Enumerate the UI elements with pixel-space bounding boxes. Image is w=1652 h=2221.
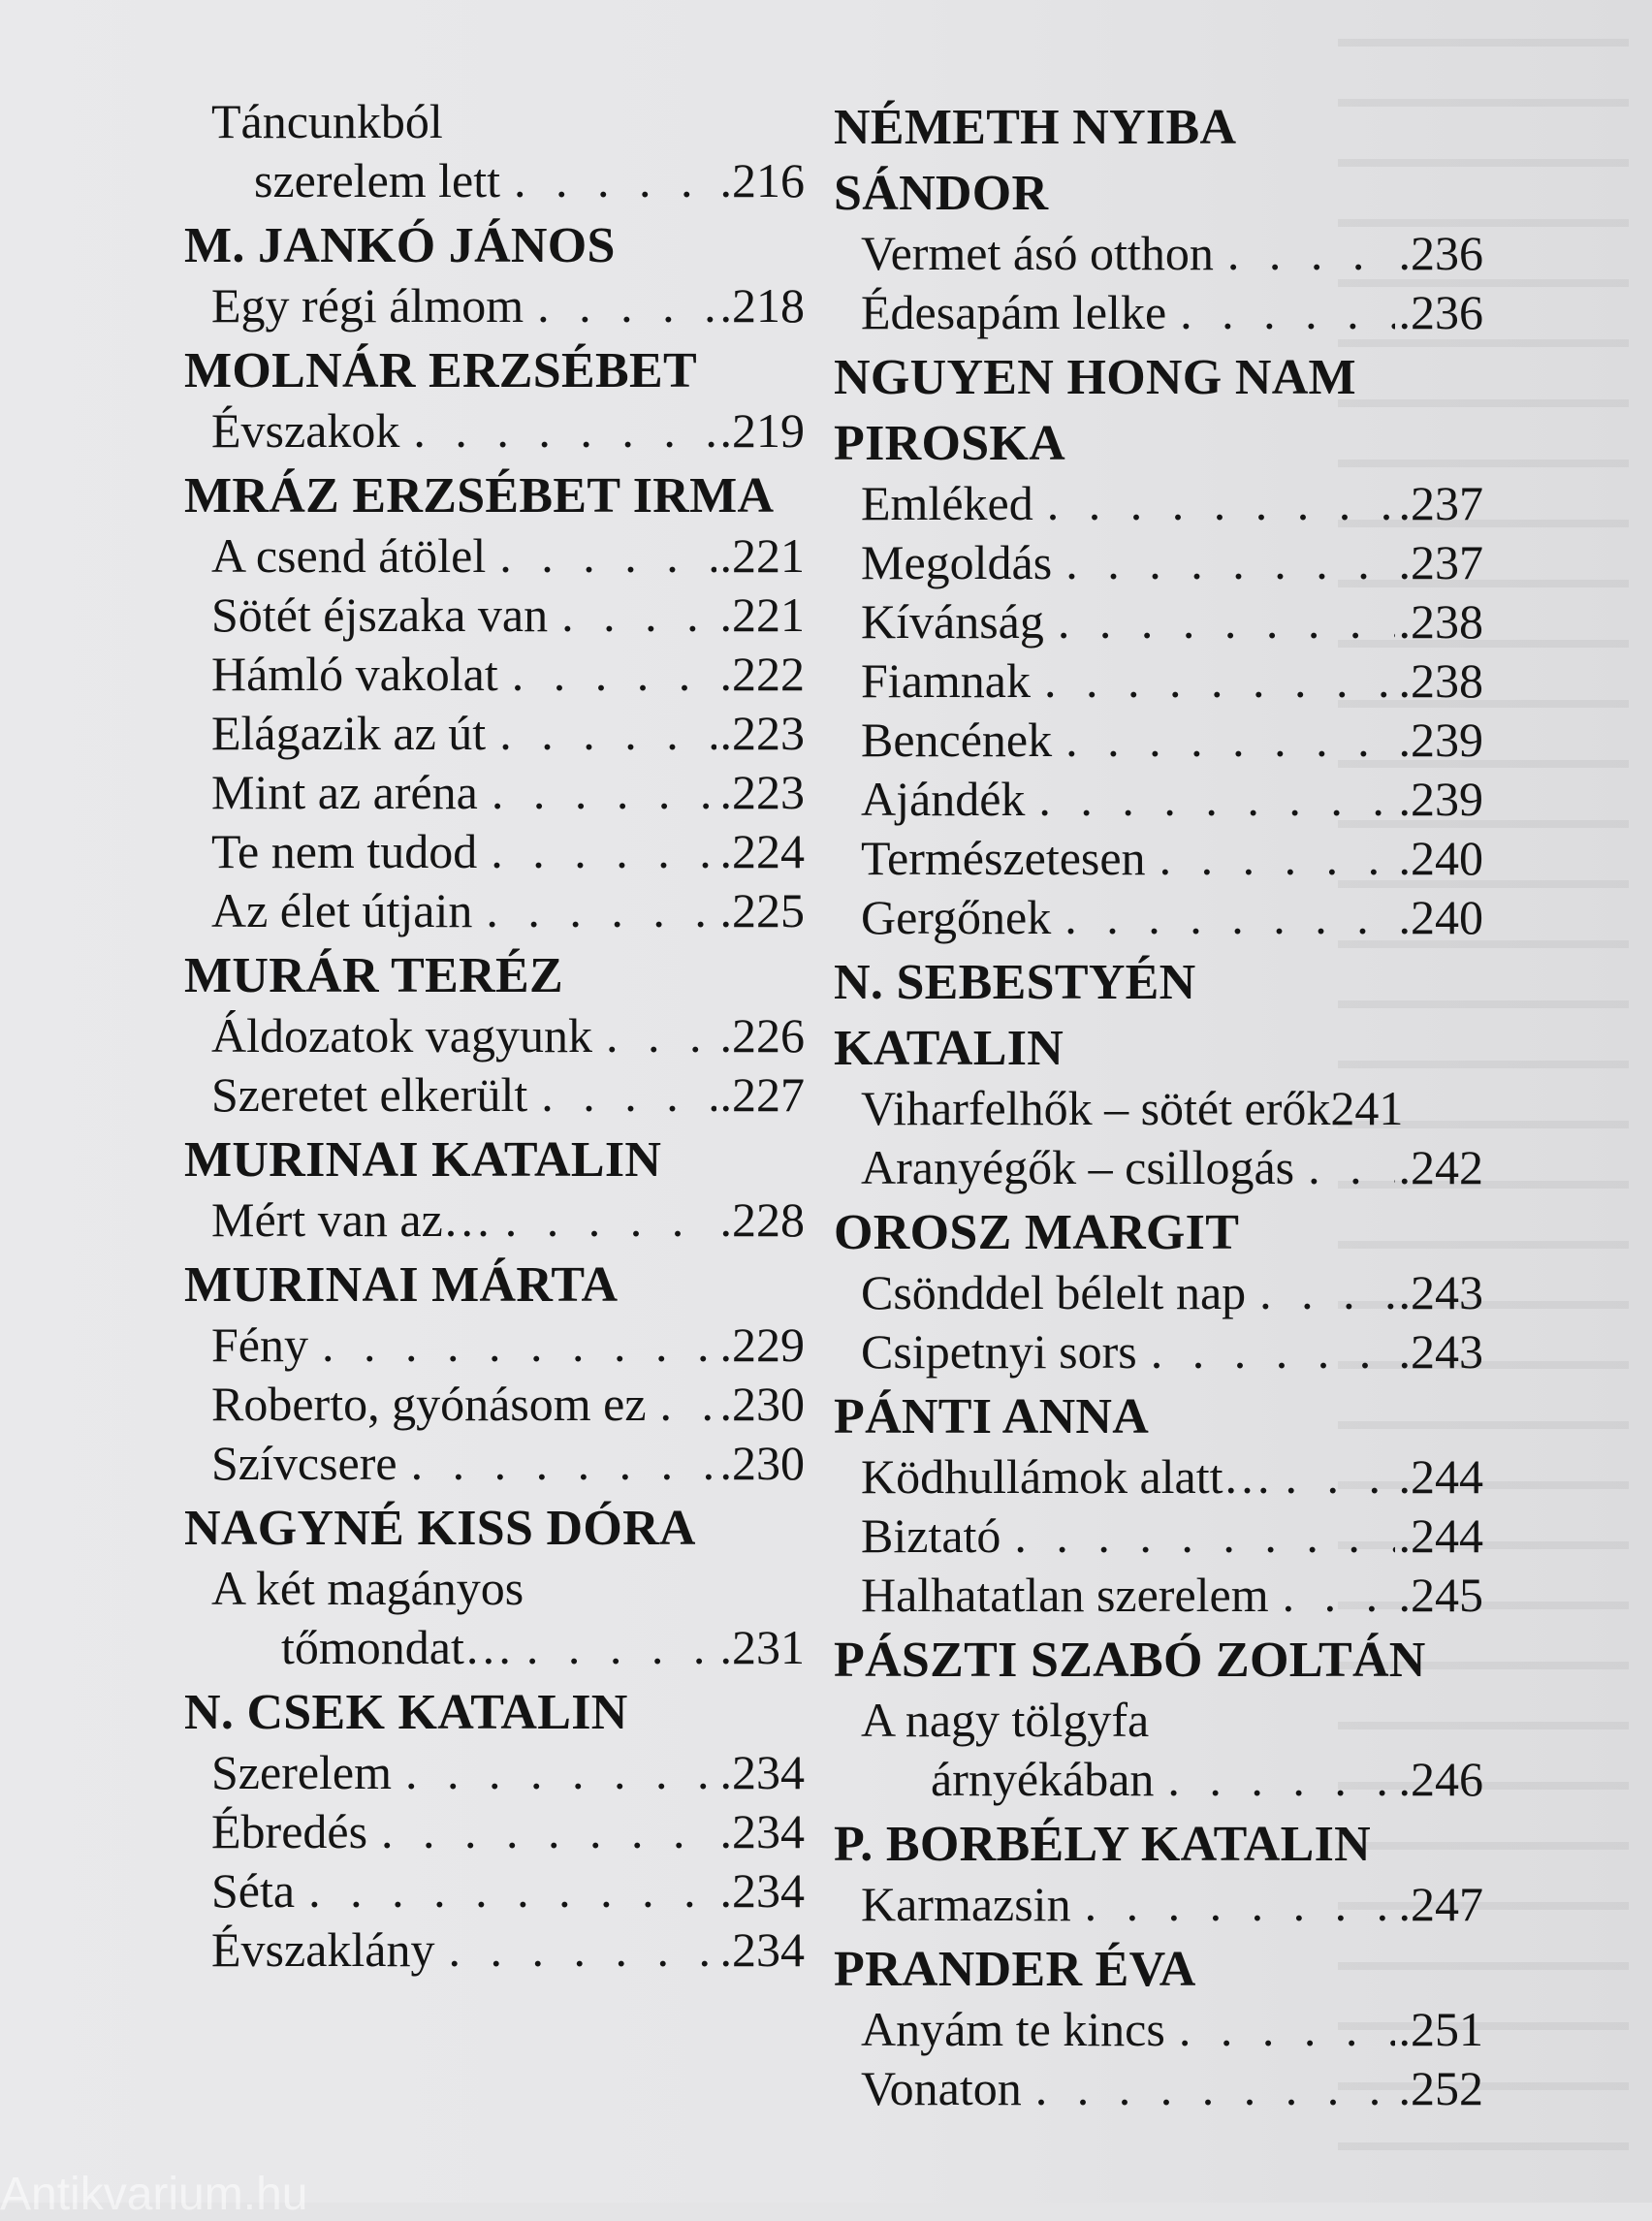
page-number: .234 bbox=[719, 1745, 805, 1799]
entry-title: Karmazsin bbox=[861, 1877, 1071, 1931]
entry-title: árnyékában bbox=[931, 1752, 1155, 1806]
page-number: .238 bbox=[1398, 653, 1483, 708]
toc-entry bbox=[184, 704, 805, 763]
entry-title: Séta bbox=[211, 1863, 296, 1918]
page-number: .239 bbox=[1398, 772, 1483, 826]
entry-title: Elágazik az út bbox=[211, 706, 487, 760]
dot-leader bbox=[561, 586, 715, 645]
entry-title: Vermet ásó otthon bbox=[861, 226, 1214, 280]
page-number: .221 bbox=[719, 587, 805, 642]
page-number: .216 bbox=[719, 153, 805, 207]
dot-leader bbox=[1064, 888, 1394, 947]
toc-entry bbox=[834, 1322, 1483, 1381]
toc-entry bbox=[834, 2059, 1483, 2118]
author-heading: PÁNTI ANNA bbox=[834, 1389, 1150, 1444]
author-heading: NÉMETH NYIBA bbox=[834, 100, 1237, 155]
entry-title: Természetesen bbox=[861, 831, 1146, 885]
page-number: .231 bbox=[719, 1620, 805, 1674]
toc-entry bbox=[834, 474, 1483, 533]
dot-leader bbox=[1283, 1566, 1395, 1625]
page-number: .230 bbox=[719, 1436, 805, 1490]
entry-title: Sötét éjszaka van bbox=[211, 587, 549, 642]
page-number: .237 bbox=[1398, 476, 1483, 530]
author-heading: P. BORBÉLY KATALIN bbox=[834, 1817, 1371, 1872]
toc-entry bbox=[834, 651, 1483, 711]
toc-entry bbox=[184, 1920, 805, 1980]
page-number: .240 bbox=[1398, 890, 1483, 944]
page-number: .234 bbox=[719, 1922, 805, 1977]
page-number: .229 bbox=[719, 1317, 805, 1372]
dot-leader bbox=[541, 1065, 715, 1125]
dot-leader bbox=[505, 1190, 716, 1250]
toc-entry bbox=[834, 2000, 1483, 2059]
dot-leader bbox=[308, 1861, 715, 1920]
entry-title: szerelem lett bbox=[254, 153, 501, 207]
entry-title: Mért van az… bbox=[211, 1192, 492, 1247]
toc-entry bbox=[834, 1875, 1483, 1934]
author-heading: MURINAI KATALIN bbox=[184, 1132, 662, 1188]
entry-title: Ébredés bbox=[211, 1804, 368, 1858]
page-number: .227 bbox=[719, 1067, 805, 1122]
dot-leader bbox=[1047, 474, 1395, 533]
page-number: .234 bbox=[719, 1804, 805, 1858]
entry-title: Egy régi álmom bbox=[211, 278, 524, 333]
page-number: .230 bbox=[719, 1377, 805, 1431]
page-number: .246 bbox=[1398, 1752, 1483, 1806]
dot-leader bbox=[514, 151, 715, 210]
page-number: .222 bbox=[719, 647, 805, 701]
toc-entry bbox=[834, 224, 1483, 283]
page-number: .237 bbox=[1398, 535, 1483, 589]
dot-leader bbox=[411, 1434, 716, 1493]
entry-title: Aranyégők – csillogás bbox=[861, 1140, 1295, 1194]
toc-entry bbox=[184, 526, 805, 586]
dot-leader bbox=[1259, 1263, 1394, 1322]
entry-title: Szeretet elkerült bbox=[211, 1067, 528, 1122]
toc-entry bbox=[184, 1006, 805, 1065]
page-number: .240 bbox=[1398, 831, 1483, 885]
toc-entry bbox=[834, 1138, 1483, 1197]
entry-title: Megoldás bbox=[861, 535, 1053, 589]
toc-entry bbox=[834, 1263, 1483, 1322]
toc-entry bbox=[184, 881, 805, 940]
dot-leader bbox=[491, 822, 715, 881]
dot-leader bbox=[1065, 711, 1394, 770]
author-heading: MRÁZ ERZSÉBET IRMA bbox=[184, 468, 775, 524]
author-heading: N. CSEK KATALIN bbox=[184, 1685, 628, 1740]
page-number: .223 bbox=[719, 765, 805, 819]
entry-title: Fiamnak bbox=[861, 653, 1031, 708]
toc-entry bbox=[184, 1065, 805, 1125]
toc-entry bbox=[184, 1618, 805, 1677]
entry-title: Évszakok bbox=[211, 403, 400, 458]
toc-entry bbox=[184, 1434, 805, 1493]
page-number: .218 bbox=[719, 278, 805, 333]
page-number: .244 bbox=[1398, 1508, 1483, 1563]
toc-entry bbox=[834, 533, 1483, 592]
toc-entry bbox=[184, 763, 805, 822]
toc-entry bbox=[834, 770, 1483, 829]
page-number: .226 bbox=[719, 1008, 805, 1063]
dot-leader bbox=[381, 1802, 715, 1861]
dot-leader bbox=[537, 276, 715, 335]
page-number: .239 bbox=[1398, 713, 1483, 767]
dot-leader bbox=[1180, 283, 1394, 342]
dot-leader bbox=[512, 645, 716, 704]
entry-title: Roberto, gyónásom ez bbox=[211, 1377, 647, 1431]
page-number: .219 bbox=[719, 403, 805, 458]
author-heading: M. JANKÓ JÁNOS bbox=[184, 218, 616, 273]
entry-title: Gergőnek bbox=[861, 890, 1052, 944]
dot-leader bbox=[1044, 651, 1395, 711]
page-number: .236 bbox=[1398, 285, 1483, 339]
dot-leader bbox=[413, 401, 715, 460]
dot-leader bbox=[1227, 224, 1395, 283]
page-number: .243 bbox=[1398, 1324, 1483, 1379]
toc-entry bbox=[184, 645, 805, 704]
toc-left-column bbox=[184, 92, 805, 1980]
entry-title: Édesapám lelke bbox=[861, 285, 1167, 339]
watermark: Antikvarium.hu bbox=[0, 2169, 308, 2220]
dot-leader bbox=[1179, 2000, 1395, 2059]
dot-leader bbox=[1038, 770, 1394, 829]
dot-leader bbox=[405, 1743, 715, 1802]
entry-title: Viharfelhők – sötét erők241 bbox=[861, 1081, 1404, 1135]
dot-leader bbox=[1014, 1507, 1394, 1566]
toc-entry bbox=[834, 1507, 1483, 1566]
entry-title-line: Táncunkból bbox=[211, 94, 443, 148]
toc-entry bbox=[184, 1802, 805, 1861]
entry-title: Ajándék bbox=[861, 772, 1026, 826]
entry-title: Emléked bbox=[861, 476, 1033, 530]
page-number: .247 bbox=[1398, 1877, 1483, 1931]
dot-leader bbox=[1085, 1875, 1395, 1934]
toc-entry bbox=[184, 1743, 805, 1802]
toc-entry bbox=[184, 822, 805, 881]
author-heading: OROSZ MARGIT bbox=[834, 1205, 1240, 1260]
author-heading: MOLNÁR ERZSÉBET bbox=[184, 343, 697, 398]
entry-title: Halhatatlan szerelem bbox=[861, 1568, 1269, 1622]
dot-leader bbox=[448, 1920, 715, 1980]
page-number: .238 bbox=[1398, 594, 1483, 649]
entry-title: tőmondat… bbox=[281, 1620, 513, 1674]
dot-leader bbox=[1151, 1322, 1395, 1381]
page-number: .228 bbox=[719, 1192, 805, 1247]
author-heading: KATALIN bbox=[834, 1021, 1064, 1076]
entry-title: Hámló vakolat bbox=[211, 647, 498, 701]
entry-title: Szerelem bbox=[211, 1745, 393, 1799]
author-heading: PÁSZTI SZABÓ ZOLTÁN bbox=[834, 1633, 1426, 1688]
entry-title: Az élet útjain bbox=[211, 883, 473, 937]
page-number: .252 bbox=[1398, 2061, 1483, 2115]
author-heading: PIROSKA bbox=[834, 416, 1066, 471]
dot-leader bbox=[1035, 2059, 1395, 2118]
entry-title-line: A nagy tölgyfa bbox=[861, 1693, 1150, 1747]
toc-entry bbox=[834, 1079, 1483, 1138]
page-number: .244 bbox=[1398, 1449, 1483, 1504]
entry-title: Te nem tudod bbox=[211, 824, 478, 878]
entry-title: Évszaklány bbox=[211, 1922, 435, 1977]
entry-title: Biztató bbox=[861, 1508, 1001, 1563]
page-number: .251 bbox=[1398, 2002, 1483, 2056]
toc-right-column bbox=[834, 92, 1483, 2118]
dot-leader bbox=[1167, 1750, 1394, 1809]
dot-leader bbox=[1065, 533, 1394, 592]
dot-leader bbox=[499, 526, 715, 586]
page-number: .223 bbox=[719, 706, 805, 760]
author-heading: SÁNDOR bbox=[834, 166, 1049, 221]
dot-leader bbox=[606, 1006, 716, 1065]
dot-leader bbox=[499, 704, 715, 763]
entry-title: Csönddel bélelt nap bbox=[861, 1265, 1247, 1319]
entry-title: Bencének bbox=[861, 713, 1053, 767]
author-heading: MURÁR TERÉZ bbox=[184, 948, 563, 1003]
entry-title: Szívcsere bbox=[211, 1436, 397, 1490]
entry-title: Kívánság bbox=[861, 594, 1044, 649]
page-number: .236 bbox=[1398, 226, 1483, 280]
page-number: .242 bbox=[1398, 1140, 1483, 1194]
toc-entry bbox=[834, 1750, 1483, 1809]
page-number: .234 bbox=[719, 1863, 805, 1918]
dot-leader bbox=[492, 763, 716, 822]
dot-leader bbox=[486, 881, 715, 940]
page-number: .224 bbox=[719, 824, 805, 878]
toc-entry bbox=[834, 711, 1483, 770]
entry-title: Ködhullámok alatt… bbox=[861, 1449, 1272, 1504]
entry-title: Csipetnyi sors bbox=[861, 1324, 1137, 1379]
author-heading: N. SEBESTYÉN bbox=[834, 955, 1196, 1010]
toc-entry bbox=[184, 276, 805, 335]
page-number: .245 bbox=[1398, 1568, 1483, 1622]
entry-title: Vonaton bbox=[861, 2061, 1022, 2115]
dot-leader bbox=[322, 1316, 716, 1375]
toc-entry bbox=[184, 401, 805, 460]
toc-entry bbox=[184, 586, 805, 645]
dot-leader bbox=[1160, 829, 1395, 888]
toc-entry bbox=[834, 592, 1483, 651]
page-number: .225 bbox=[719, 883, 805, 937]
author-heading: MURINAI MÁRTA bbox=[184, 1257, 619, 1313]
dot-leader bbox=[526, 1618, 716, 1677]
entry-title: Áldozatok vagyunk bbox=[211, 1008, 592, 1063]
toc-entry bbox=[834, 283, 1483, 342]
dot-leader bbox=[1286, 1447, 1395, 1507]
toc-entry bbox=[184, 1316, 805, 1375]
page-number: .243 bbox=[1398, 1265, 1483, 1319]
author-heading: NGUYEN HONG NAM bbox=[834, 350, 1356, 405]
toc-entry bbox=[184, 151, 805, 210]
entry-title: Fény bbox=[211, 1317, 308, 1372]
entry-title: A csend átölel bbox=[211, 528, 487, 583]
toc-entry bbox=[834, 1566, 1483, 1625]
toc-entry bbox=[834, 829, 1483, 888]
page-number: .221 bbox=[719, 528, 805, 583]
entry-title: Mint az aréna bbox=[211, 765, 478, 819]
toc-entry bbox=[834, 888, 1483, 947]
entry-title-line: A két magányos bbox=[211, 1561, 524, 1615]
toc-entry bbox=[834, 1447, 1483, 1507]
dot-leader bbox=[1058, 592, 1395, 651]
dot-leader bbox=[1308, 1138, 1394, 1197]
author-heading: PRANDER ÉVA bbox=[834, 1942, 1196, 1997]
dot-leader bbox=[660, 1375, 716, 1434]
author-heading: NAGYNÉ KISS DÓRA bbox=[184, 1501, 696, 1556]
toc-entry bbox=[184, 1375, 805, 1434]
toc-entry bbox=[184, 1861, 805, 1920]
entry-title: Anyám te kincs bbox=[861, 2002, 1165, 2056]
toc-entry bbox=[184, 1190, 805, 1250]
